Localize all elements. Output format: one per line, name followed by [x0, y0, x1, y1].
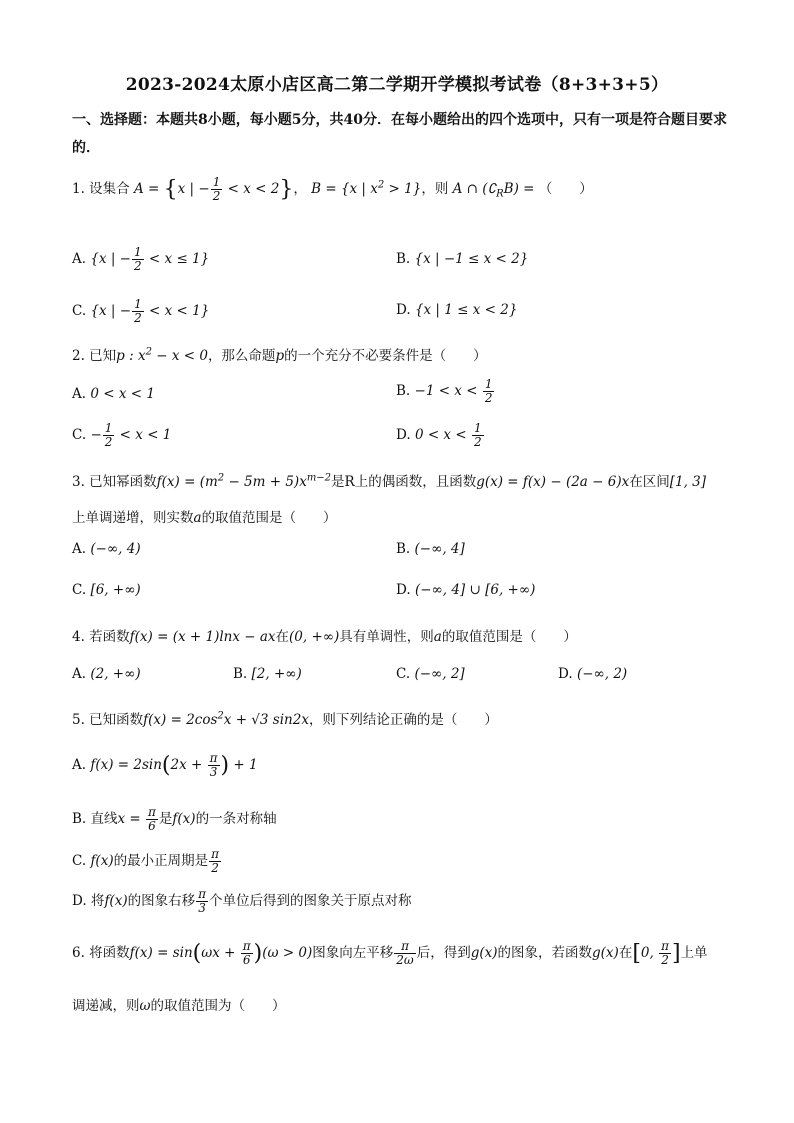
- question-5-stem: 5. 已知函数$f(x) = 2\cos^2x + √3$ sin2x，则下列结论正确的是（ ）: [72, 710, 498, 728]
- question-4-option-c: C. (−∞, 2]: [396, 666, 465, 682]
- question-1-stem: 1. 设集合 A = {x | − $\frac{1}{2}$ < x < 2}， B = {x | $x^2 > 1$}，则 A ∩ $(∁_RB)$ = （ ）: [72, 175, 593, 203]
- question-3-option-d: D. (−∞, 4] ∪ [6, +∞): [396, 582, 536, 598]
- question-5-option-c: C. f(x)的最小正周期是 $\frac{\pi}{2}$: [72, 847, 219, 875]
- question-4-option-b: B. [2, +∞): [233, 666, 302, 682]
- set-b: B = {x | $x^2 > 1$}: [311, 179, 422, 197]
- set-expression: A ∩ $(∁_RB)$ =: [452, 181, 535, 200]
- question-5-option-a: A. f(x) = 2sin(2x + $\frac{\pi}{3}$ ) + 1: [72, 751, 258, 779]
- set-a: A = {x | − $\frac{1}{2}$ < x < 2}: [133, 175, 294, 203]
- question-3-option-c: C. [6, +∞): [72, 582, 141, 598]
- question-3-option-a: A. (−∞, 4): [72, 541, 141, 557]
- question-4-option-d: D. (−∞, 2): [558, 666, 628, 682]
- question-5-option-b: B. 直线x = $\frac{\pi}{6}$ 是f(x)的一条对称轴: [72, 805, 277, 833]
- question-1-option-d: D. {x | 1 ≤ x < 2}: [396, 302, 518, 318]
- question-3-stem: 3. 已知幂函数$f(x) = (m^2 - 5m + 5)x^{m-2}$是R上的偶函数，且函数g(x) = f(x) − (2a − 6)x在区间[1, 3]: [72, 472, 707, 490]
- question-6-stem: 6. 将函数f(x) = sin(ωx + $\frac{\pi}{6}$ )(ω > 0)图象向左平移 $\frac{\pi}{2\omega}$ 后，得到g(x)的图象，若函数g(x)在[0, $\frac{\pi}{2}$ ]上单: [72, 939, 708, 967]
- question-5-option-d: D. 将f(x)的图象右移 $\frac{\pi}{3}$ 个单位后得到的图象关于原点对称: [72, 887, 412, 915]
- section-heading: 一、选择题：本题共8小题，每小题5分，共40分．在每小题给出的四个选项中，只有一项是符合题目要求的．: [72, 112, 727, 156]
- question-4-stem: 4. 若函数f(x) = (x + 1)lnx − ax在(0, +∞)具有单调性，则a的取值范围是（ ）: [72, 629, 577, 645]
- question-2-option-a: A. 0 < x < 1: [72, 386, 155, 402]
- question-4-option-a: A. (2, +∞): [72, 666, 141, 682]
- question-1-option-a: A. {x | − $\frac{1}{2}$ < x ≤ 1}: [72, 245, 210, 273]
- question-2-option-b: B. −1 < x < $\frac{1}{2}$: [396, 377, 493, 405]
- exam-title: 2023-2024太原小店区高二第二学期开学模拟考试卷（8+3+3+5）: [125, 75, 669, 95]
- question-2-option-d: D. 0 < x < $\frac{1}{2}$: [396, 421, 482, 449]
- question-2-option-c: C. − $\frac{1}{2}$ < x < 1: [72, 421, 172, 449]
- question-3-stem-line2: 上单调递增，则实数a的取值范围是（ ）: [72, 510, 337, 526]
- question-3-option-b: B. (−∞, 4]: [396, 541, 465, 557]
- question-1-option-c: C. {x | − $\frac{1}{2}$ < x < 1}: [72, 297, 210, 325]
- question-2-stem: 2. 已知p : $x^2 - x < 0$，那么命题p的一个充分不必要条件是（ ）: [72, 346, 487, 364]
- question-6-stem-line2: 调递减，则ω的取值范围为（ ）: [72, 998, 286, 1014]
- question-1-option-b: B. {x | −1 ≤ x < 2}: [396, 251, 529, 267]
